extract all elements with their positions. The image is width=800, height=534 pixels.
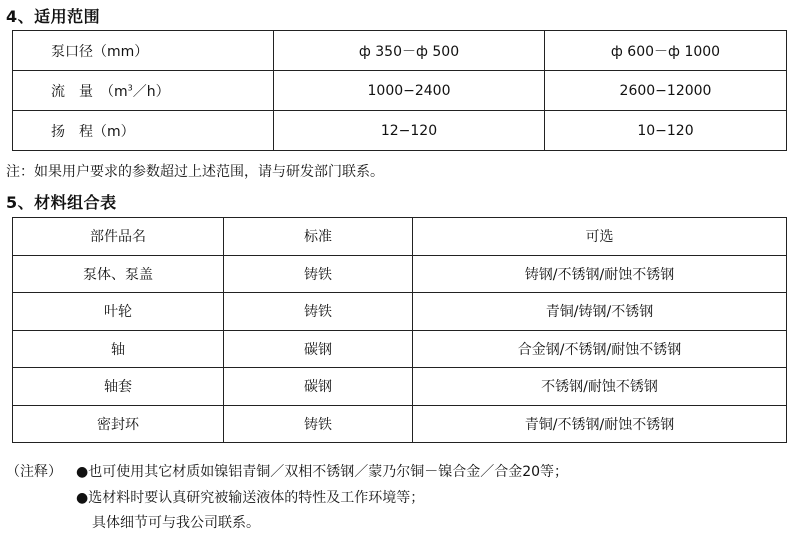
material-combination-table — [12, 217, 787, 443]
table-cell: 合金钢/不锈钢/耐蚀不锈钢 — [413, 330, 787, 368]
table-cell: 泵体、泵盖 — [13, 255, 224, 293]
table-cell: 青铜/不锈钢/耐蚀不锈钢 — [413, 405, 787, 443]
row-label: 扬 程（m） — [13, 111, 274, 151]
table-row — [13, 111, 787, 151]
footnote-line-3: 具体细节可与我公司联系。 — [92, 515, 260, 531]
table-row — [13, 368, 787, 406]
footnote-line-1: ●也可使用其它材质如镍铝青铜／双相不锈钢／蒙乃尔铜－镍合金／合金20等； — [76, 464, 569, 480]
footnote-prefix: （注释） — [6, 464, 62, 480]
table-cell: ф 350－ф 500 — [274, 31, 545, 71]
table-row — [13, 31, 787, 71]
table-cell: 密封环 — [13, 405, 224, 443]
table-row — [13, 293, 787, 331]
table-cell: 不锈钢/耐蚀不锈钢 — [413, 368, 787, 406]
table-cell: 碳钢 — [224, 330, 413, 368]
table-cell: 12−120 — [274, 111, 545, 151]
table-cell: 铸铁 — [224, 405, 413, 443]
section-5-title: 5、材料组合表 — [6, 193, 117, 212]
table-row — [13, 71, 787, 111]
footnote-line-2: ●选材料时要认真研究被输送液体的特性及工作环境等； — [76, 490, 425, 506]
table-cell: 铸钢/不锈钢/耐蚀不锈钢 — [413, 255, 787, 293]
table-cell: 1000−2400 — [274, 71, 545, 111]
table-row — [13, 330, 787, 368]
table-cell: 2600−12000 — [545, 71, 787, 111]
applicable-range-table — [12, 30, 787, 151]
table-row — [13, 405, 787, 443]
table-cell: ф 600－ф 1000 — [545, 31, 787, 71]
column-header: 标准 — [224, 218, 413, 256]
table-header-row — [13, 218, 787, 256]
table-cell: 10−120 — [545, 111, 787, 151]
table-cell: 铸铁 — [224, 293, 413, 331]
column-header: 可选 — [413, 218, 787, 256]
table-cell: 轴套 — [13, 368, 224, 406]
table-cell: 碳钢 — [224, 368, 413, 406]
range-note: 注：如果用户要求的参数超过上述范围，请与研发部门联系。 — [6, 164, 384, 180]
table-cell: 轴 — [13, 330, 224, 368]
table-cell: 铸铁 — [224, 255, 413, 293]
table-cell: 青铜/铸钢/不锈钢 — [413, 293, 787, 331]
table-row — [13, 255, 787, 293]
row-label: 泵口径（mm） — [13, 31, 274, 71]
table-cell: 叶轮 — [13, 293, 224, 331]
row-label: 流 量 $(m^3/h)$ — [13, 71, 274, 111]
column-header: 部件品名 — [13, 218, 224, 256]
section-4-title: 4、适用范围 — [6, 7, 101, 26]
